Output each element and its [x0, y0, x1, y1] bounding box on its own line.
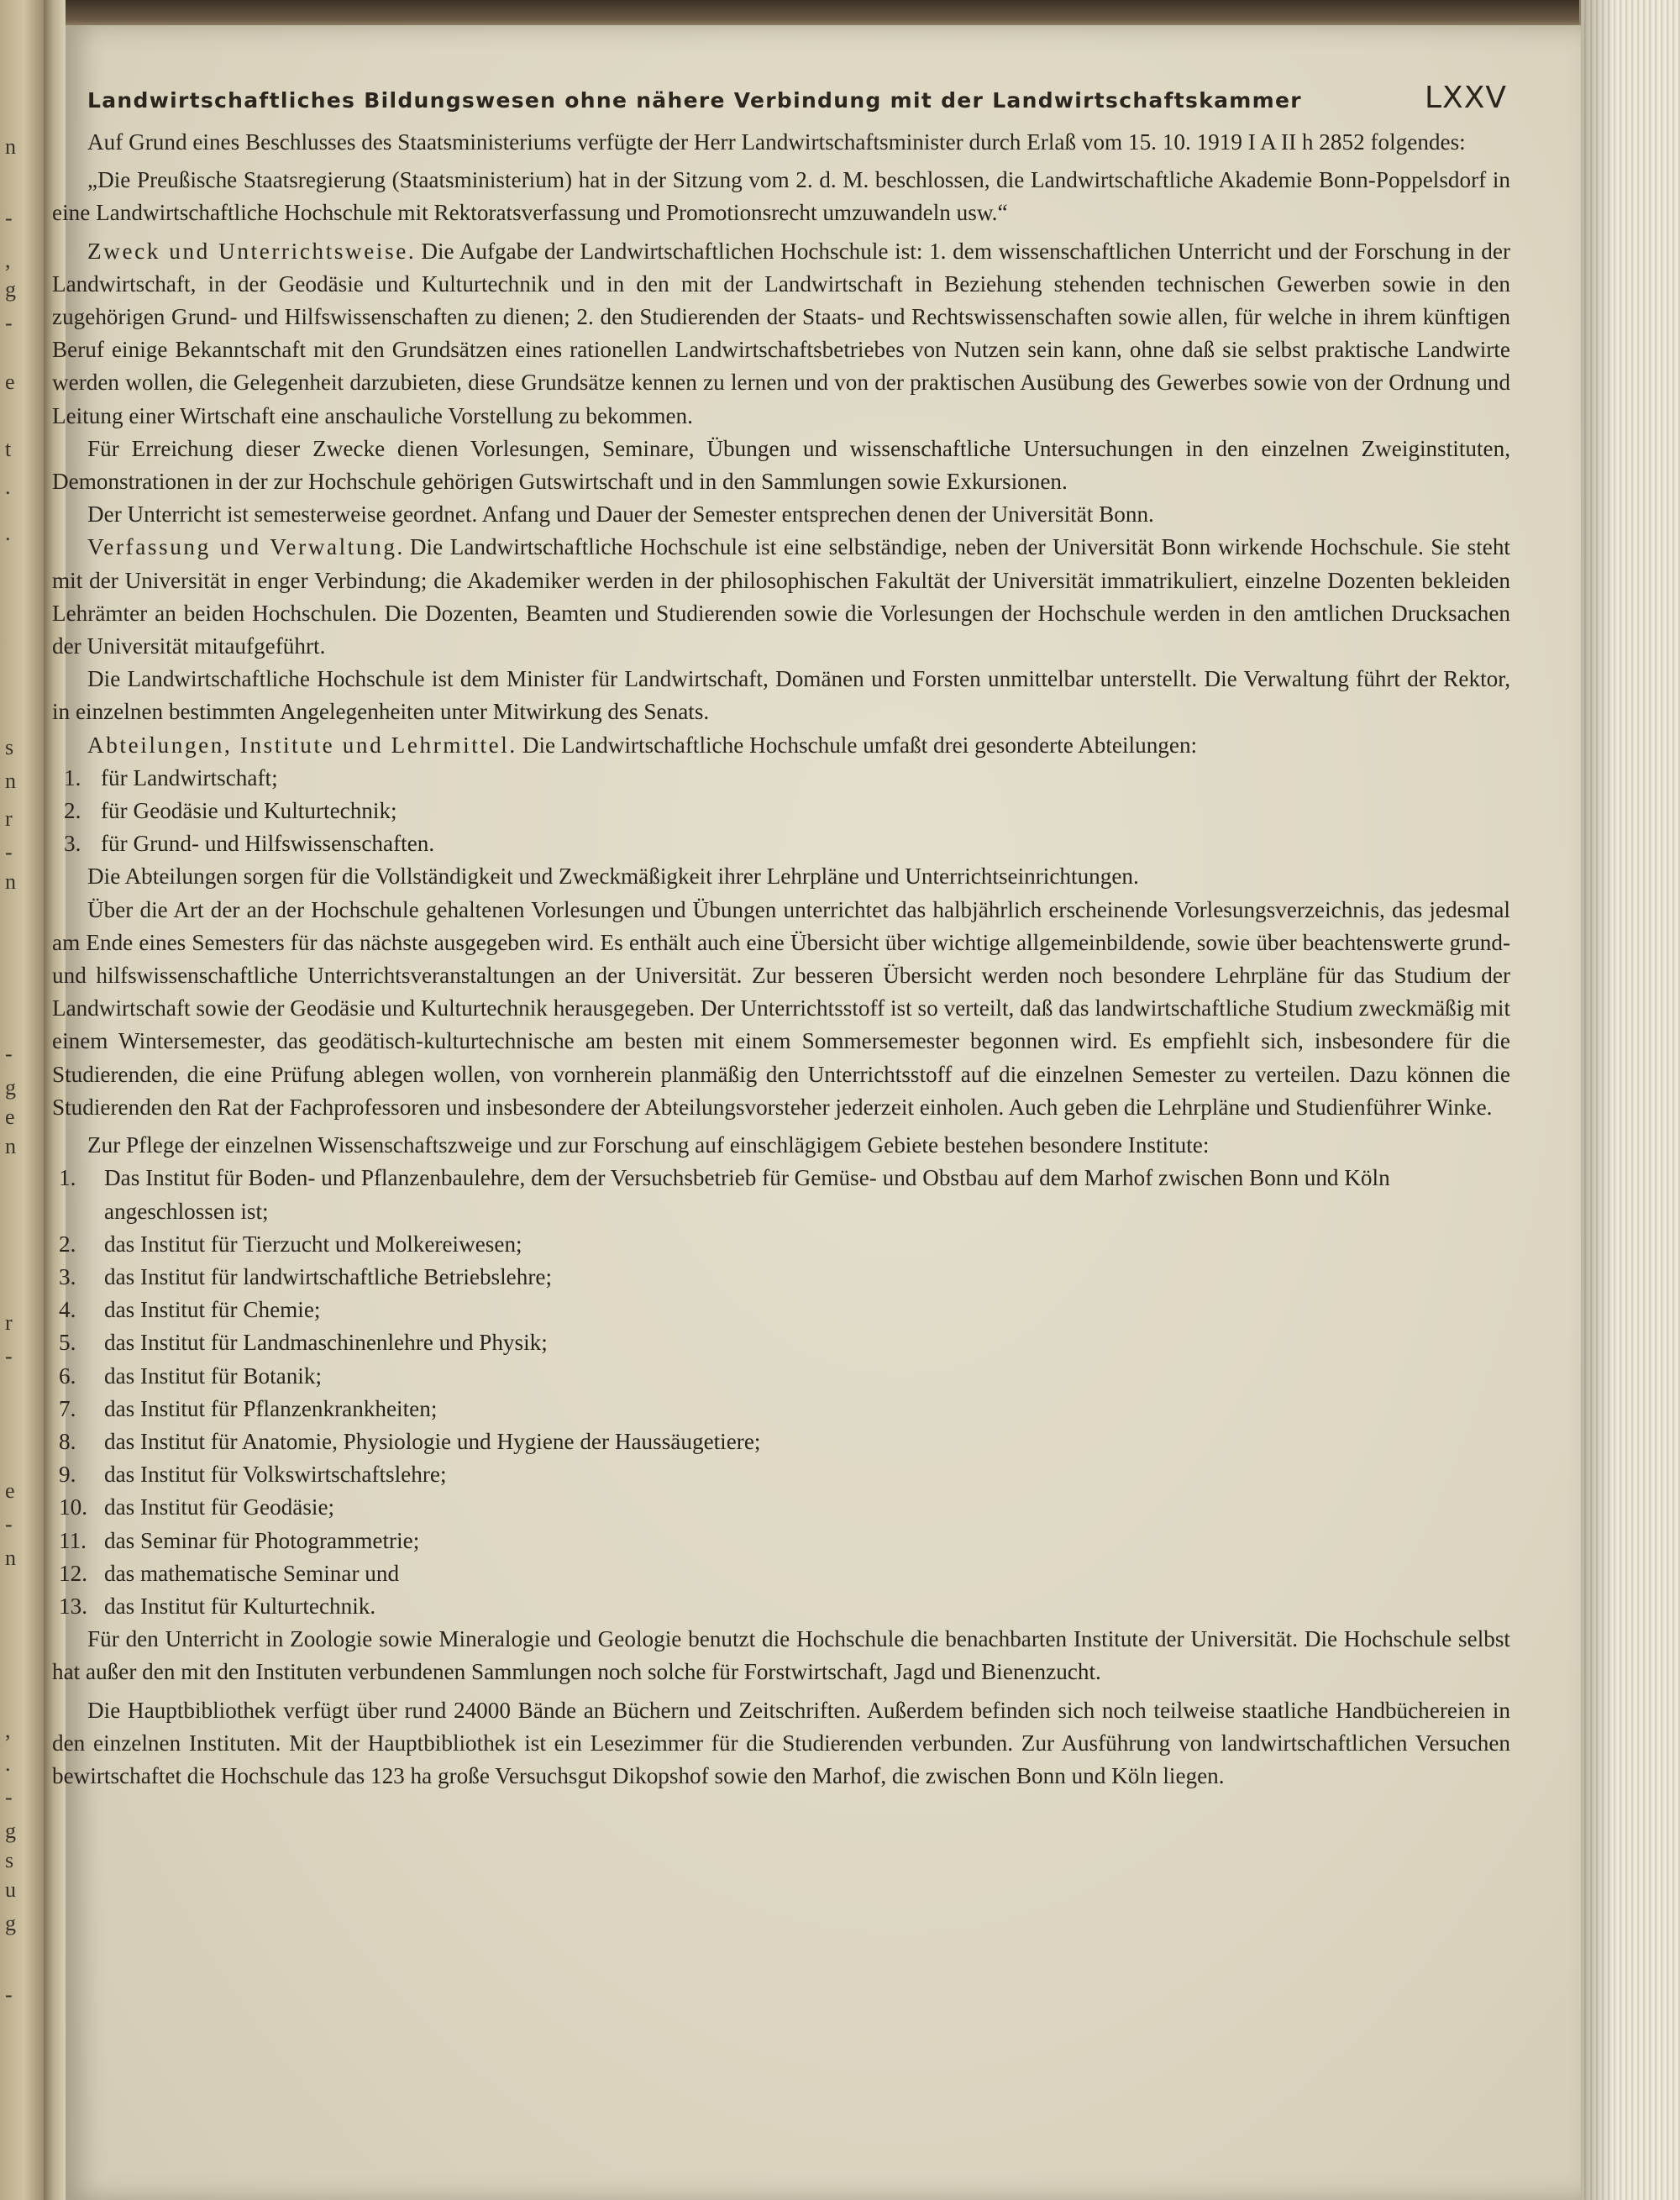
- department-list: [52, 762, 1510, 861]
- paragraph-quote: „Die Preußische Staatsregierung (Staatsministerium) hat in der Sitzung vom 2. d. M. beschlossen, die Landwirtschaftliche Akademie Bonn-Poppelsdorf in eine Landwirtschaftliche Hochschule mit Rektoratsverfassung und Promotionsrecht umzuwandeln usw.“: [52, 167, 1510, 226]
- facing-page-fragment: s: [5, 1848, 14, 1872]
- facing-page-fragment: .: [5, 521, 11, 545]
- list-text: das Institut für Pflanzenkrankheiten;: [104, 1395, 438, 1421]
- list-number: 6.: [59, 1363, 76, 1389]
- facing-page-fragment: g: [5, 277, 16, 302]
- facing-page-fragment: -: [5, 840, 13, 864]
- paragraph: Auf Grund eines Beschlusses des Staatsministeriums verfügte der Herr Landwirtschaftsminister durch Erlaß vom 15. 10. 1919 I A II h 2852 folgendes:: [87, 129, 1466, 155]
- section-heading: Zweck und Unterrichtsweise.: [87, 238, 417, 264]
- facing-page-fragment: -: [5, 311, 13, 335]
- paragraph: Zur Pflege der einzelnen Wissenschaftszweige und zur Forschung auf einschlägigem Gebiete bestehen besondere Institute:: [87, 1132, 1210, 1158]
- facing-page-fragment: r: [5, 1310, 13, 1335]
- list-text: das Seminar für Photogrammetrie;: [104, 1527, 420, 1553]
- list-number: 8.: [59, 1428, 76, 1454]
- list-item: [52, 1294, 1510, 1326]
- page-number: LXXV: [1424, 81, 1507, 115]
- facing-page-fragment: g: [5, 1911, 16, 1935]
- facing-page-fragment: n: [5, 769, 16, 793]
- list-text: Das Institut für Boden- und Pflanzenbaulehre, dem der Versuchsbetrieb für Gemüse- und Obstbau auf dem Marhof zwischen Bonn und Köln angeschlossen ist;: [104, 1165, 1390, 1224]
- facing-page-fragment: s: [5, 735, 14, 759]
- paragraph-text: Die Aufgabe der Landwirtschaftlichen Hochschule ist: 1. dem wissenschaftlichen Unterricht und der Forschung in der Landwirtschaft, in der Geodäsie und Kulturtechnik und in den mit der Landwirtschaft in Beziehung stehenden technischen Gewerben sowie in den zugehörigen Grund- und Hilfswissenschaften zu dienen; 2. den Studierenden der Staats- und Rechtswissenschaften sowie allen, für welche in ihrem künftigen Beruf einige Bekanntschaft mit den Grundsätzen eines rationellen Landwirtschaftsbetriebes von Nutzen sein kann, ohne daß sie selbst praktische Landwirte werden wollen, die Gelegenheit darzubieten, diese Grundsätze kennen zu lernen und von der praktischen Ausübung des Gewerbes sowie von der Ordnung und Leitung einer Wirtschaft eine anschauliche Vorstellung zu bekommen.: [52, 238, 1510, 428]
- institute-list: [52, 1162, 1510, 1623]
- list-item: [52, 1228, 1510, 1261]
- facing-page-fragment: e: [5, 1105, 15, 1129]
- list-item: [52, 1458, 1510, 1491]
- paragraph-departments: [52, 729, 1510, 762]
- paragraph: Die Abteilungen sorgen für die Vollständigkeit und Zweckmäßigkeit ihrer Lehrpläne und Unterrichtseinrichtungen.: [87, 864, 1139, 890]
- list-text: das Institut für Volkswirtschaftslehre;: [104, 1462, 447, 1488]
- facing-page-fragment: -: [5, 1344, 13, 1368]
- facing-page-fragment: e: [5, 1478, 15, 1503]
- list-number: 5.: [59, 1330, 76, 1356]
- list-text: das mathematische Seminar und: [104, 1560, 400, 1586]
- list-number: 3.: [59, 1263, 76, 1289]
- section-heading: Abteilungen, Institute und Lehrmittel.: [87, 732, 517, 758]
- paragraph: Für Erreichung dieser Zwecke dienen Vorlesungen, Seminare, Übungen und wissenschaftliche Untersuchungen in den einzelnen Zweiginstituten, Demonstrationen in der zur Hochschule gehörigen Gutswirtschaft und in den Sammlungen sowie Exkursionen.: [52, 435, 1510, 495]
- list-item: [52, 1426, 1510, 1458]
- paragraph-text: Die Landwirtschaftliche Hochschule umfaßt drei gesonderte Abteilungen:: [522, 732, 1198, 758]
- list-number: 7.: [59, 1395, 76, 1421]
- facing-page-fragment: .: [5, 1751, 11, 1776]
- list-number: 3.: [64, 831, 81, 857]
- facing-page-fragment: -: [5, 206, 13, 230]
- list-item: [52, 1525, 1510, 1557]
- facing-page-fragment: g: [5, 1819, 16, 1843]
- list-item: [52, 762, 1510, 795]
- facing-page-fragment: n: [5, 134, 16, 159]
- paragraph-text: Die Landwirtschaftliche Hochschule ist eine selbständige, neben der Universität Bonn wirkende Hochschule. Sie steht mit der Universität in enger Verbindung; die Akademiker werden in der philosophischen Fakultät der Universität immatrikuliert, einzelne Dozenten bekleiden Lehrämter an beiden Hochschulen. Die Dozenten, Beamten und Studierenden sowie die Vorlesungen der Hochschule werden in den amtlichen Drucksachen der Universität mitaufgeführt.: [52, 534, 1510, 659]
- facing-page-fragment: n: [5, 1546, 16, 1570]
- paragraph: Der Unterricht ist semesterweise geordnet. Anfang und Dauer der Semester entsprechen denen der Universität Bonn.: [87, 501, 1154, 528]
- list-number: 2.: [59, 1231, 76, 1257]
- list-number: 1.: [59, 1165, 76, 1191]
- list-item: [52, 1162, 1510, 1227]
- list-item: [52, 1261, 1510, 1294]
- list-number: 4.: [59, 1297, 76, 1323]
- facing-page-fragment: r: [5, 806, 13, 831]
- paragraph: Für den Unterricht in Zoologie sowie Mineralogie und Geologie benutzt die Hochschule die benachbarten Institute der Universität. Die Hochschule selbst hat außer den mit den Instituten verbundenen Sammlungen noch solche für Forstwirtschaft, Jagd und Bienenzucht.: [52, 1626, 1510, 1685]
- facing-page-edge: [0, 0, 45, 2200]
- list-text: für Landwirtschaft;: [101, 764, 278, 790]
- facing-page-fragment: n: [5, 869, 16, 894]
- facing-page-fragment: ,: [5, 1718, 11, 1742]
- list-text: für Geodäsie und Kulturtechnik;: [101, 798, 397, 824]
- list-number: 13.: [59, 1593, 87, 1619]
- page-stack-edge: [1579, 0, 1680, 2200]
- facing-page-fragment: .: [5, 475, 11, 499]
- list-item: [52, 795, 1510, 827]
- list-text: für Grund- und Hilfswissenschaften.: [101, 831, 435, 857]
- list-item: [52, 1557, 1510, 1590]
- list-item: [52, 1326, 1510, 1359]
- list-text: das Institut für Kulturtechnik.: [104, 1593, 376, 1619]
- paragraph-constitution: [52, 531, 1510, 663]
- facing-page-fragment: g: [5, 1075, 16, 1100]
- running-head-title: Landwirtschaftliches Bildungswesen ohne nähere Verbindung mit der Landwirtschaftskammer: [87, 88, 1302, 113]
- list-item: [52, 1590, 1510, 1623]
- list-item: [52, 1360, 1510, 1393]
- list-text: das Institut für landwirtschaftliche Betriebslehre;: [104, 1263, 553, 1289]
- paragraph: Die Hauptbibliothek verfügt über rund 24000 Bände an Büchern und Zeitschriften. Außerdem befinden sich noch teilweise staatliche Handbüchereien in den einzelnen Instituten. Mit der Hauptbibliothek ist ein Lesezimmer für die Studierenden verbunden. Zur Ausführung von landwirtschaftlichen Versuchen bewirtschaftet die Hochschule das 123 ha große Versuchsgut Dikopshof sowie den Marhof, die zwischen Bonn und Köln liegen.: [52, 1697, 1510, 1788]
- page-body: [52, 126, 1510, 1793]
- list-number: 9.: [59, 1462, 76, 1488]
- list-item: [52, 827, 1510, 860]
- list-text: das Institut für Chemie;: [104, 1297, 321, 1323]
- list-text: das Institut für Geodäsie;: [104, 1494, 335, 1520]
- list-text: das Institut für Botanik;: [104, 1363, 323, 1389]
- list-item: [52, 1491, 1510, 1524]
- list-number: 11.: [59, 1527, 87, 1553]
- book-top-edge: [0, 0, 1680, 29]
- facing-page-fragment: -: [5, 1512, 13, 1536]
- facing-page-fragment: -: [5, 1042, 13, 1066]
- list-number: 12.: [59, 1560, 87, 1586]
- section-heading: Verfassung und Verwaltung.: [87, 534, 405, 560]
- running-head: [87, 81, 1507, 121]
- list-text: das Institut für Landmaschinenlehre und Physik;: [104, 1330, 548, 1356]
- paragraph-purpose: [52, 235, 1510, 433]
- paragraph: Die Landwirtschaftliche Hochschule ist dem Minister für Landwirtschaft, Domänen und Forsten unmittelbar unterstellt. Die Verwaltung führt der Rektor, in einzelnen bestimmten Angelegenheiten unter Mitwirkung des Senats.: [52, 666, 1510, 725]
- list-text: das Institut für Anatomie, Physiologie und Hygiene der Haussäugetiere;: [104, 1428, 761, 1454]
- list-number: 2.: [64, 798, 81, 824]
- paragraph: Über die Art der an der Hochschule gehaltenen Vorlesungen und Übungen unterrichtet das halbjährlich erscheinende Vorlesungsverzeichnis, das jedesmal am Ende eines Semesters für das nächste ausgegeben wird. Es enthält auch eine Übersicht über wichtige allgemeinbildende, sowie über beachtenswerte grund- und hilfswissenschaftliche Unterrichtsveranstaltungen an der Universität. Zur besseren Übersicht werden noch besondere Lehrpläne für das Studium der Landwirtschaft sowie der Geodäsie und Kulturtechnik herausgegeben. Der Unterrichtsstoff ist so verteilt, daß das landwirtschaftliche Studium zweckmäßig mit einem Wintersemester, das geodätisch-kulturtechnische am besten mit einem Sommersemester begonnen wird. Es empfiehlt sich, insbesondere für die Studierenden, die eine Prüfung ablegen wollen, von vornherein planmäßig den Unterrichtsstoff auf die einzelnen Semester zu verteilen. Dazu können die Studierenden den Rat der Fachprofessoren und insbesondere der Abteilungsvorsteher jederzeit einholen. Auch geben die Lehrpläne und Studienführer Winke.: [52, 896, 1510, 1120]
- facing-page-fragment: n: [5, 1134, 16, 1158]
- facing-page-fragment: u: [5, 1877, 16, 1902]
- facing-page-fragment: e: [5, 370, 15, 394]
- facing-page-fragment: -: [5, 1982, 13, 2007]
- list-text: das Institut für Tierzucht und Molkereiwesen;: [104, 1231, 522, 1257]
- list-number: 10.: [59, 1494, 87, 1520]
- facing-page-fragment: t: [5, 437, 12, 461]
- list-number: 1.: [64, 764, 81, 790]
- facing-page-fragment: ,: [5, 248, 11, 272]
- facing-page-fragment: -: [5, 1785, 13, 1809]
- list-item: [52, 1393, 1510, 1426]
